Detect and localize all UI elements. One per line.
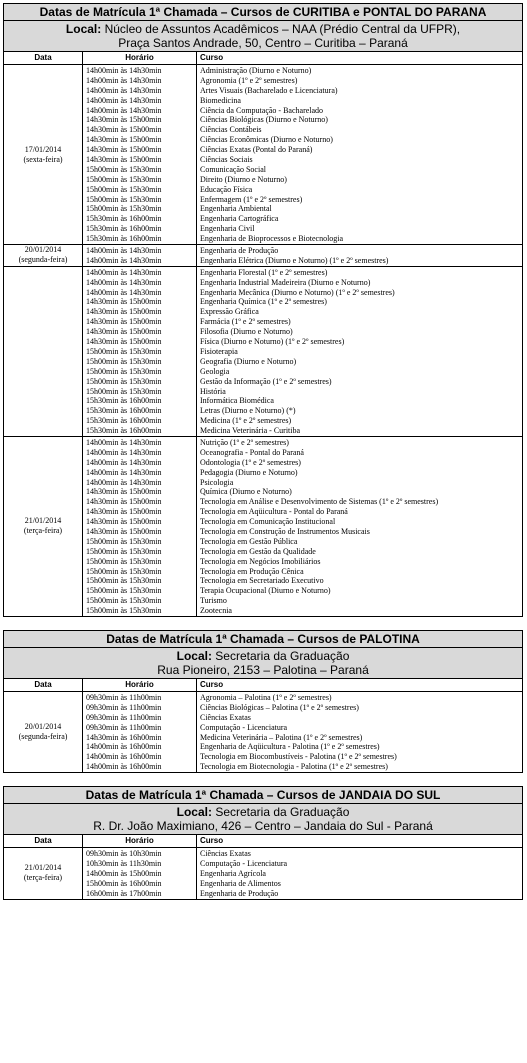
location-line xyxy=(4,36,522,50)
location-text: Praça Santos Andrade, 50, Centro – Curitiba – Paraná xyxy=(118,36,408,50)
course-name: Ciências Exatas xyxy=(200,712,251,722)
time-slot: 14h30min às 15h00min xyxy=(86,526,162,536)
time-slot: 15h00min às 16h00min xyxy=(86,878,162,888)
course-name: Engenharia de Produção xyxy=(200,888,279,898)
location-label: Local: xyxy=(65,22,102,36)
schedule-table xyxy=(3,630,523,773)
time-slot: 14h00min às 14h30min xyxy=(86,66,162,75)
course-list xyxy=(197,65,523,245)
location-line xyxy=(4,663,522,677)
course-name: Tecnologia em Gestão Pública xyxy=(200,536,298,546)
time-slot: 15h30min às 16h00min xyxy=(86,426,162,436)
course-name: Farmácia (1º e 2º semestres) xyxy=(200,317,291,327)
time-slot: 14h30min às 15h00min xyxy=(86,507,162,517)
location-text: Secretaria da Graduação xyxy=(215,648,350,663)
column-header-date: Data xyxy=(4,52,83,65)
column-header-course: Curso xyxy=(197,678,523,691)
time-slot: 15h30min às 16h00min xyxy=(86,234,162,244)
course-name: Engenharia Cartográfica xyxy=(200,214,279,224)
course-name: Engenharia Agrícola xyxy=(200,868,266,878)
table-title: Datas de Matrícula 1ª Chamada – Cursos de JANDAIA DO SUL xyxy=(4,787,523,804)
time-slot: 15h30min às 16h00min xyxy=(86,214,162,224)
date-cell xyxy=(4,436,83,616)
course-name: Tecnologia em Produção Cênica xyxy=(200,566,304,576)
time-slot: 16h00min às 17h00min xyxy=(86,888,162,898)
time-slot: 14h00min às 14h30min xyxy=(86,277,162,287)
time-slot: 14h30min às 15h00min xyxy=(86,307,162,317)
schedule-table xyxy=(3,3,523,617)
course-name: Tecnologia em Aqüicultura - Pontal do Paraná xyxy=(200,507,348,517)
course-name: Engenharia de Alimentos xyxy=(200,878,281,888)
time-slot: 14h00min às 14h30min xyxy=(86,85,162,95)
course-name: Artes Visuais (Bacharelado e Licenciatura) xyxy=(200,85,338,95)
time-slot: 15h00min às 15h30min xyxy=(86,576,162,586)
time-slot: 14h30min às 15h00min xyxy=(86,317,162,327)
date-text: 17/01/2014 xyxy=(24,144,62,154)
time-list xyxy=(83,848,197,899)
course-name: Tecnologia em Secretariado Executivo xyxy=(200,576,324,586)
column-header-date: Data xyxy=(4,835,83,848)
location-label: Local: xyxy=(176,648,212,663)
course-name: Letras (Diurno e Noturno) (*) xyxy=(200,406,296,416)
table-row xyxy=(4,848,523,899)
time-slot: 15h00min às 15h30min xyxy=(86,536,162,546)
course-name: Engenharia Mecânica (Diurno e Noturno) (1º e 2º semestres) xyxy=(200,287,395,297)
course-name: Zootecnia xyxy=(200,606,232,616)
course-name: Educação Física xyxy=(200,184,253,194)
course-name: Engenharia Industrial Madeireira (Diurno e Noturno) xyxy=(200,277,371,287)
location-label: Local: xyxy=(176,805,212,820)
column-header-time: Horário xyxy=(83,52,197,65)
time-list xyxy=(83,691,197,772)
location-line xyxy=(4,22,522,36)
time-slot: 14h00min às 16h00min xyxy=(86,762,162,772)
weekday-text: (sexta-feira) xyxy=(23,154,63,164)
time-slot: 14h30min às 15h00min xyxy=(86,297,162,307)
course-name: Psicologia xyxy=(200,477,234,487)
time-slot: 09h30min às 11h00min xyxy=(86,722,162,732)
course-name: Tecnologia em Biotecnologia - Palotina (1º e 2º semestres) xyxy=(200,762,388,772)
time-slot: 09h30min às 10h30min xyxy=(86,849,162,859)
time-slot: 14h00min às 14h30min xyxy=(86,267,162,277)
date-text: 20/01/2014 xyxy=(24,722,62,732)
time-slot: 15h00min às 15h30min xyxy=(86,366,162,376)
column-header-time: Horário xyxy=(83,835,197,848)
time-slot: 15h00min às 15h30min xyxy=(86,174,162,184)
time-slot: 15h00min às 15h30min xyxy=(86,346,162,356)
time-slot: 15h30min às 16h00min xyxy=(86,224,162,234)
course-name: Gestão da Informação (1º e 2º semestres) xyxy=(200,376,332,386)
location-block xyxy=(4,647,523,678)
course-name: Física (Diurno e Noturno) (1º e 2º semestres) xyxy=(200,337,345,347)
course-name: Medicina Veterinária - Curitiba xyxy=(200,426,301,436)
course-name: Biomedicina xyxy=(200,95,241,105)
course-name: Nutrição (1º e 2º semestres) xyxy=(200,437,289,447)
course-name: Comunicação Social xyxy=(200,164,266,174)
course-name: Engenharia Florestal (1º e 2º semestres) xyxy=(200,267,328,277)
time-slot: 15h00min às 15h30min xyxy=(86,586,162,596)
course-name: Tecnologia em Análise e Desenvolvimento de Sistemas (1º e 2º semestres) xyxy=(200,497,439,507)
course-name: Tecnologia em Biocombustíveis - Palotina (1º e 2º semestres) xyxy=(200,752,397,762)
time-slot: 14h00min às 14h30min xyxy=(86,447,162,457)
time-slot: 15h00min às 15h30min xyxy=(86,164,162,174)
time-slot: 15h00min às 15h30min xyxy=(86,606,162,616)
time-list xyxy=(83,65,197,245)
time-slot: 14h00min às 14h30min xyxy=(86,246,162,256)
location-line xyxy=(4,649,522,663)
time-slot: 14h30min às 15h00min xyxy=(86,145,162,155)
time-list xyxy=(83,436,197,616)
course-name: Engenharia de Produção xyxy=(200,246,279,256)
time-list xyxy=(83,245,197,267)
time-slot: 15h30min às 16h00min xyxy=(86,416,162,426)
course-name: Engenharia Civil xyxy=(200,224,255,234)
time-slot: 14h30min às 15h00min xyxy=(86,517,162,527)
course-name: Direito (Diurno e Noturno) xyxy=(200,174,287,184)
time-slot: 15h00min às 15h30min xyxy=(86,204,162,214)
location-text: Núcleo de Assuntos Acadêmicos – NAA (Prédio Central da UFPR), xyxy=(104,22,461,36)
date-cell xyxy=(4,65,83,245)
weekday-text: (terça-feira) xyxy=(23,526,63,536)
table-row xyxy=(4,245,523,267)
time-slot: 14h00min às 15h00min xyxy=(86,868,162,878)
course-name: Administração (Diurno e Noturno) xyxy=(200,66,312,75)
course-name: Tecnologia em Comunicação Institucional xyxy=(200,517,336,527)
date-cell xyxy=(4,245,83,267)
location-block xyxy=(4,804,523,835)
course-name: Oceanografia - Pontal do Paraná xyxy=(200,447,304,457)
course-name: Química (Diurno e Noturno) xyxy=(200,487,292,497)
time-slot: 15h00min às 15h30min xyxy=(86,386,162,396)
time-slot: 15h00min às 15h30min xyxy=(86,566,162,576)
time-slot: 14h30min às 15h00min xyxy=(86,155,162,165)
location-line xyxy=(4,805,522,819)
time-slot: 14h00min às 14h30min xyxy=(86,467,162,477)
time-slot: 14h30min às 15h00min xyxy=(86,125,162,135)
time-slot: 09h30min às 11h00min xyxy=(86,712,162,722)
course-name: Expressão Gráfica xyxy=(200,307,259,317)
date-cell xyxy=(4,691,83,772)
time-slot: 15h00min às 15h30min xyxy=(86,376,162,386)
date-text: 20/01/2014 xyxy=(24,245,62,255)
course-name: Ciências Exatas xyxy=(200,849,251,859)
course-name: Ciências Biológicas (Diurno e Noturno) xyxy=(200,115,328,125)
course-list xyxy=(197,848,523,899)
course-name: Agronomia – Palotina (1º e 2º semestres) xyxy=(200,692,332,702)
table-row xyxy=(4,436,523,616)
course-name: Computação - Licenciatura xyxy=(200,859,288,868)
table-row xyxy=(4,65,523,245)
time-slot: 14h30min às 15h00min xyxy=(86,487,162,497)
course-name: Ciências Sociais xyxy=(200,155,253,165)
column-header-time: Horário xyxy=(83,678,197,691)
course-name: Fisioterapia xyxy=(200,346,238,356)
course-list xyxy=(197,266,523,436)
course-name: Computação - Licenciatura xyxy=(200,722,288,732)
course-name: Engenharia de Bioprocessos e Biotecnologia xyxy=(200,234,344,244)
time-slot: 14h30min às 15h00min xyxy=(86,135,162,145)
course-name: Engenharia Elétrica (Diurno e Noturno) (1º e 2º semestres) xyxy=(200,255,389,265)
time-slot: 09h30min às 11h00min xyxy=(86,692,162,702)
location-text: Secretaria da Graduação xyxy=(215,805,350,820)
time-slot: 15h30min às 16h00min xyxy=(86,406,162,416)
course-name: Ciência da Computação - Bacharelado xyxy=(200,105,324,115)
enrollment-schedule-document xyxy=(3,3,522,900)
weekday-text: (terça-feira) xyxy=(23,873,63,883)
date-cell xyxy=(4,848,83,899)
time-slot: 14h30min às 15h00min xyxy=(86,327,162,337)
time-slot: 14h00min às 14h30min xyxy=(86,457,162,467)
course-name: Ciências Exatas (Pontal do Paraná) xyxy=(200,145,313,155)
column-header-date: Data xyxy=(4,678,83,691)
location-block xyxy=(4,21,523,52)
time-slot: 09h30min às 11h00min xyxy=(86,702,162,712)
schedule-table xyxy=(3,786,523,899)
course-name: Ciências Contábeis xyxy=(200,125,262,135)
course-name: Engenharia Ambiental xyxy=(200,204,272,214)
course-name: Enfermagem (1º e 2º semestres) xyxy=(200,194,303,204)
location-line xyxy=(4,819,522,833)
course-name: Informática Biomédica xyxy=(200,396,274,406)
time-slot: 10h30min às 11h30min xyxy=(86,859,162,868)
course-name: Filosofia (Diurno e Noturno) xyxy=(200,327,293,337)
time-slot: 14h00min às 16h00min xyxy=(86,752,162,762)
time-slot: 15h30min às 16h00min xyxy=(86,396,162,406)
location-text: R. Dr. João Maximiano, 426 – Centro – Jandaia do Sul - Paraná xyxy=(93,819,433,834)
date-cell xyxy=(4,266,83,436)
time-slot: 14h30min às 15h00min xyxy=(86,337,162,347)
weekday-text: (segunda-feira) xyxy=(18,255,68,265)
course-name: História xyxy=(200,386,226,396)
table-title: Datas de Matrícula 1ª Chamada – Cursos de PALOTINA xyxy=(4,630,523,647)
location-text: Rua Pioneiro, 2153 – Palotina – Paraná xyxy=(157,662,369,677)
course-name: Tecnologia em Negócios Imobiliários xyxy=(200,556,321,566)
table-title: Datas de Matrícula 1ª Chamada – Cursos de CURITIBA e PONTAL DO PARANA xyxy=(4,4,523,21)
time-slot: 14h00min às 14h30min xyxy=(86,477,162,487)
table-row xyxy=(4,266,523,436)
time-slot: 15h00min às 15h30min xyxy=(86,184,162,194)
time-slot: 15h00min às 15h30min xyxy=(86,556,162,566)
course-name: Odontologia (1º e 2º semestres) xyxy=(200,457,301,467)
course-name: Medicina Veterinária – Palotina (1º e 2º semestres) xyxy=(200,732,363,742)
course-name: Ciências Econômicas (Diurno e Noturno) xyxy=(200,135,333,145)
time-slot: 15h00min às 15h30min xyxy=(86,546,162,556)
time-slot: 14h00min às 14h30min xyxy=(86,437,162,447)
course-name: Engenharia de Aqüicultura - Palotina (1º e 2º semestres) xyxy=(200,742,380,752)
course-name: Tecnologia em Construção de Instrumentos Musicais xyxy=(200,526,370,536)
time-slot: 15h00min às 15h30min xyxy=(86,596,162,606)
course-name: Agronomia (1º e 2º semestres) xyxy=(200,75,298,85)
time-slot: 15h00min às 15h30min xyxy=(86,356,162,366)
time-slot: 14h00min às 14h30min xyxy=(86,105,162,115)
course-list xyxy=(197,436,523,616)
table-row xyxy=(4,691,523,772)
time-list xyxy=(83,266,197,436)
date-text: 21/01/2014 xyxy=(24,863,62,873)
course-name: Pedagogia (Diurno e Noturno) xyxy=(200,467,298,477)
course-name: Geografia (Diurno e Noturno) xyxy=(200,356,297,366)
course-name: Medicina (1º e 2º semestres) xyxy=(200,416,292,426)
time-slot: 15h00min às 15h30min xyxy=(86,194,162,204)
time-slot: 14h30min às 16h00min xyxy=(86,732,162,742)
column-header-course: Curso xyxy=(197,835,523,848)
time-slot: 14h30min às 15h00min xyxy=(86,497,162,507)
course-list xyxy=(197,245,523,267)
column-header-course: Curso xyxy=(197,52,523,65)
course-list xyxy=(197,691,523,772)
time-slot: 14h30min às 15h00min xyxy=(86,115,162,125)
time-slot: 14h00min às 14h30min xyxy=(86,75,162,85)
time-slot: 14h00min às 14h30min xyxy=(86,95,162,105)
time-slot: 14h00min às 16h00min xyxy=(86,742,162,752)
course-name: Ciências Biológicas – Palotina (1º e 2º semestres) xyxy=(200,702,359,712)
time-slot: 14h00min às 14h30min xyxy=(86,255,162,265)
section-spacer xyxy=(3,617,522,630)
section-spacer xyxy=(3,773,522,786)
course-name: Engenharia Química (1º e 2º semestres) xyxy=(200,297,327,307)
course-name: Tecnologia em Gestão da Qualidade xyxy=(200,546,316,556)
course-name: Turismo xyxy=(200,596,227,606)
weekday-text: (segunda-feira) xyxy=(18,732,68,742)
time-slot: 14h00min às 14h30min xyxy=(86,287,162,297)
course-name: Geologia xyxy=(200,366,230,376)
date-text: 21/01/2014 xyxy=(24,516,62,526)
course-name: Terapia Ocupacional (Diurno e Noturno) xyxy=(200,586,331,596)
